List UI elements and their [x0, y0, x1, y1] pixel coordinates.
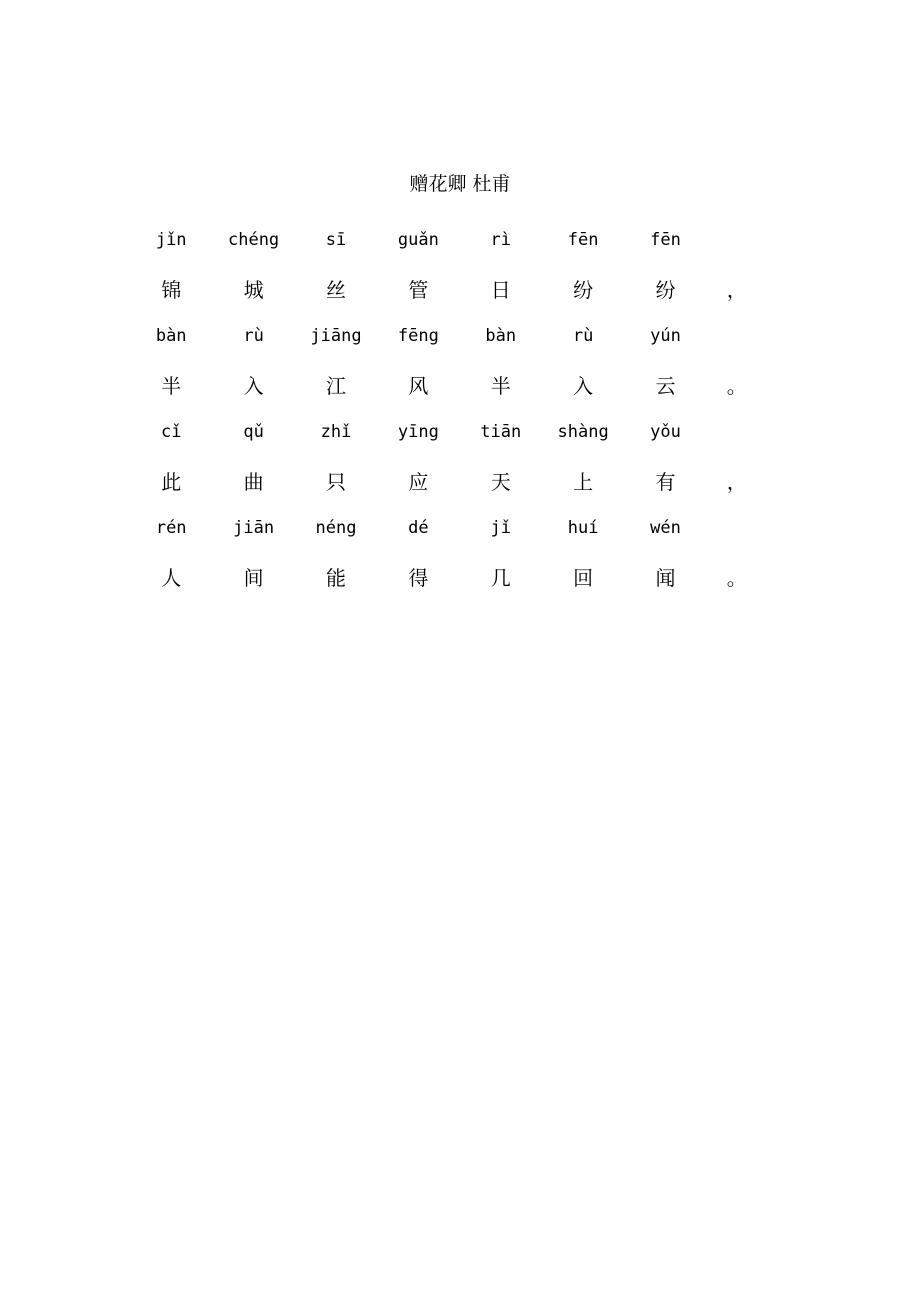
pinyin-syllable: sī [325, 230, 347, 250]
hanzi-character: 人 [161, 565, 182, 590]
pinyin-row [130, 504, 790, 552]
hanzi-row [130, 264, 790, 312]
hanzi-character: 城 [243, 277, 264, 302]
hanzi-character: 应 [408, 469, 429, 494]
poem-title: 赠花卿 杜甫 [409, 173, 511, 195]
hanzi-character: 闻 [655, 565, 676, 590]
hanzi-character: 回 [573, 565, 594, 590]
pinyin-syllable: jǐn [155, 230, 187, 250]
pinyin-syllable: fēn [650, 230, 681, 250]
pinyin-syllable: rén [155, 518, 187, 538]
pinyin-syllable: rù [572, 326, 594, 346]
pinyin-syllable: fēng [397, 326, 439, 346]
hanzi-character: 半 [161, 373, 182, 398]
pinyin-syllable: jiāng [310, 326, 362, 346]
pinyin-syllable: néng [315, 518, 357, 538]
hanzi-character: 日 [490, 277, 511, 302]
punctuation-mark: 。 [726, 565, 747, 590]
pinyin-syllable: cǐ [160, 422, 182, 442]
punctuation-mark: ， [726, 277, 747, 302]
pinyin-syllable: yǒu [650, 422, 681, 442]
poem-body [130, 216, 790, 600]
pinyin-row [130, 216, 790, 264]
hanzi-character: 丝 [325, 277, 346, 302]
pinyin-syllable: rì [490, 230, 511, 250]
hanzi-character: 风 [408, 373, 429, 398]
pinyin-syllable: huí [567, 518, 599, 538]
hanzi-character: 纷 [573, 277, 594, 302]
pinyin-syllable: guǎn [397, 230, 439, 250]
hanzi-character: 天 [490, 469, 511, 494]
pinyin-syllable: bàn [155, 326, 187, 346]
hanzi-character: 半 [490, 373, 511, 398]
pinyin-syllable: bàn [485, 326, 517, 346]
pinyin-syllable: jǐ [490, 518, 511, 538]
hanzi-row [130, 456, 790, 504]
hanzi-character: 有 [655, 469, 676, 494]
pinyin-syllable: wén [650, 518, 681, 538]
pinyin-syllable: shàng [557, 422, 609, 442]
pinyin-syllable: yīng [397, 422, 439, 442]
pinyin-syllable: zhǐ [320, 422, 352, 442]
pinyin-syllable: jiān [233, 518, 275, 538]
pinyin-row [130, 408, 790, 456]
hanzi-character: 管 [408, 277, 429, 302]
hanzi-character: 江 [325, 373, 346, 398]
pinyin-syllable: fēn [567, 230, 599, 250]
punctuation-mark: 。 [726, 373, 747, 398]
hanzi-character: 得 [408, 565, 429, 590]
pinyin-syllable: yún [650, 326, 681, 346]
hanzi-character: 几 [490, 565, 511, 590]
pinyin-syllable: dé [408, 518, 429, 538]
hanzi-character: 锦 [161, 277, 182, 302]
hanzi-character: 纷 [655, 277, 676, 302]
hanzi-row [130, 552, 790, 600]
hanzi-character: 曲 [243, 469, 264, 494]
pinyin-syllable: qǔ [243, 422, 264, 442]
hanzi-character: 间 [243, 565, 264, 590]
hanzi-character: 只 [325, 469, 346, 494]
hanzi-character: 云 [655, 373, 676, 398]
pinyin-syllable: tiān [480, 422, 522, 442]
punctuation-mark: ， [726, 469, 747, 494]
hanzi-character: 入 [243, 373, 264, 398]
pinyin-row [130, 312, 790, 360]
hanzi-character: 上 [573, 469, 594, 494]
pinyin-syllable: rù [243, 326, 264, 346]
hanzi-character: 能 [325, 565, 346, 590]
pinyin-syllable: chéng [227, 230, 280, 250]
hanzi-character: 此 [161, 469, 182, 494]
hanzi-character: 入 [573, 373, 594, 398]
hanzi-row [130, 360, 790, 408]
